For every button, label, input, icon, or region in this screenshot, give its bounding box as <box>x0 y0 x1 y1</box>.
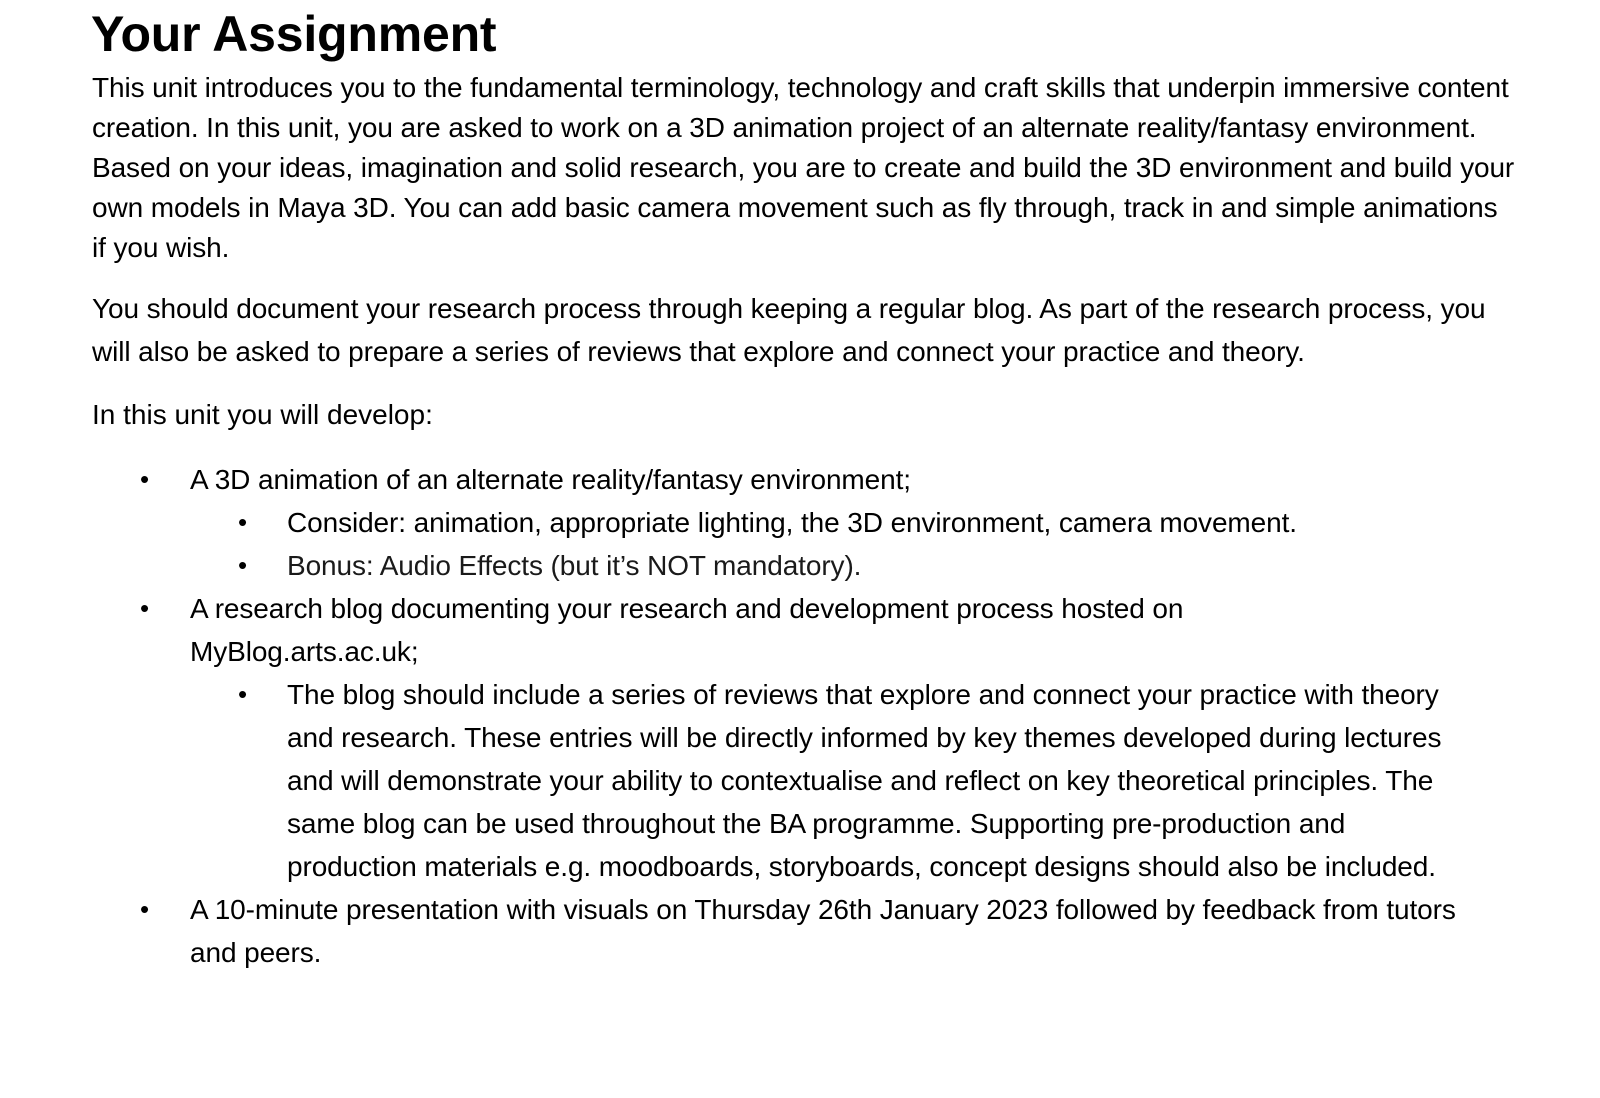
deliverables-list <box>92 458 1532 974</box>
bullet-icon: • <box>140 894 150 924</box>
bullet-icon: • <box>238 550 248 580</box>
sub-list-item-text: Consider: animation, appropriate lighting, the 3D environment, camera movement. <box>287 507 1297 538</box>
list-item <box>92 587 1532 888</box>
sub-list-item <box>190 544 1532 587</box>
page-title: Your Assignment <box>91 6 497 62</box>
sub-list <box>190 501 1532 587</box>
develop-heading: In this unit you will develop: <box>92 399 433 430</box>
research-paragraph: You should document your research process through keeping a regular blog. As part of the research process, you will also be asked to prepare a series of reviews that explore and connect your practice and theory. <box>92 293 1486 367</box>
list-item <box>92 888 1532 974</box>
sub-list-item <box>190 501 1532 544</box>
bullet-icon: • <box>140 593 150 623</box>
document-page <box>92 0 1532 974</box>
sub-list-item-text: Bonus: Audio Effects (but it’s NOT mandatory). <box>287 550 862 581</box>
list-item-text: A research blog documenting your research and development process hosted on MyBlog.arts.ac.uk; <box>190 593 1184 667</box>
list-item-text: A 3D animation of an alternate reality/fantasy environment; <box>190 464 911 495</box>
sub-list-item <box>190 673 1532 888</box>
list-item <box>92 458 1532 587</box>
bullet-icon: • <box>140 464 150 494</box>
bullet-icon: • <box>238 679 248 709</box>
intro-paragraph: This unit introduces you to the fundamental terminology, technology and craft skills that underpin immersive content creation. In this unit, you are asked to work on a 3D animation project of an alternate reality/fantasy environment. Based on your ideas, imagination and solid research, you are to create and build the 3D environment and build your own models in Maya 3D. You can add basic camera movement such as fly through, track in and simple animations if you wish. <box>92 72 1515 263</box>
list-item-text: A 10-minute presentation with visuals on Thursday 26th January 2023 followed by feedback from tutors and peers. <box>190 894 1456 968</box>
sub-list-item-text: The blog should include a series of reviews that explore and connect your practice with theory and research. These entries will be directly informed by key themes developed during lectures and will demonstrate your ability to contextualise and reflect on key theoretical principles. The same blog can be used throughout the BA programme. Supporting pre-production and production materials e.g. moodboards, storyboards, concept designs should also be included. <box>287 679 1442 882</box>
sub-list <box>190 673 1532 888</box>
bullet-icon: • <box>238 507 248 537</box>
